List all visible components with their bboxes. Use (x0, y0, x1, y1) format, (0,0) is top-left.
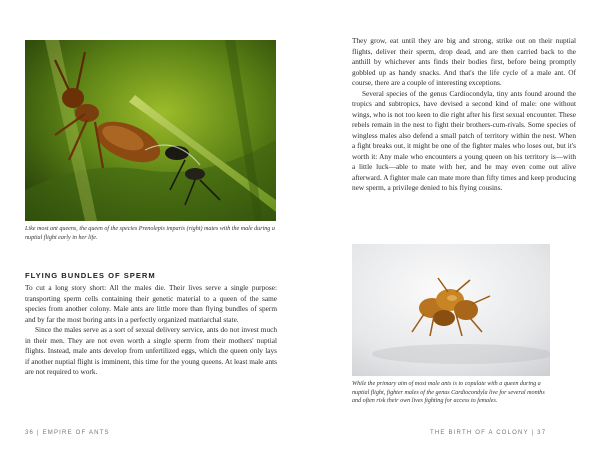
right-body-text (352, 36, 576, 194)
right-paragraph: They grow, eat until they are big and strong, strike out on their nuptial flights, deliver their sperm, drop dead, and are then carried back to the anthill by whichever ants finds their bodies first, before being promptly gobbled up as handy snacks. And that's the life cycle of a male ant. Of course, there are a couple of interesting exceptions. (352, 36, 576, 87)
fighter-male-ant-photo (352, 244, 550, 376)
right-photo-caption: While the primary aim of most male ants is to copulate with a queen during a nuptial flight, fighter males of the genus Cardiocondyla live for several months and often risk their own lives fighting for access to females. (352, 381, 545, 405)
fighter-ant-illustration (352, 244, 550, 376)
left-paragraph: Since the males serve as a sort of sexual delivery service, ants do not invest much in their men. They are not even worth a single sperm from their mothers' nuptial flights. Instead, male ants develop from unfertilized eggs, which the queen only lays if another nuptial flight is imminent, this time for the young queens. At least male ants are not required to work. (25, 325, 277, 376)
section-heading: FLYING BUNDLES OF SPERM (25, 271, 156, 280)
ant-mating-illustration (25, 40, 276, 221)
right-folio: THE BIRTH OF A COLONY | 37 (430, 430, 547, 436)
left-photo-caption: Like most ant queens, the queen of the species Prenolepis imparis (right) mates with the male during a nuptial flight early in her life. (25, 226, 275, 241)
left-body-text (25, 283, 277, 378)
queen-ant-mating-photo (25, 40, 276, 221)
right-paragraph: Several species of the genus Cardiocondyla, tiny ants found around the tropics and subtropics, have devised a second kind of male: one without wings, who is not too keen to die right after his first sexual encounter. These rebels remain in the nest to fight their brothers-cum-rivals. Some species of wingless males also defend a small patch of territory within the nest. When a fight breaks out, it might be one of the fighter males who loses out, but it's worth it: Any male who encounters a young queen on his territory is—with a little luck—able to mate with her, and he may even come out alive afterward. A fighter male can mate more than fifty times and keep producing new sperm, a privilege denied to his flying cousins. (352, 88, 576, 192)
left-paragraph: To cut a long story short: All the males die. Their lives serve a single purpose: transporting sperm cells containing their genetic material to a queen of the same species from another colony. Male ants are little more than flying bundles of sperm and by far the most boring ants in a perfectly organized matriarchal state. (25, 283, 277, 324)
left-folio: 36 | EMPIRE OF ANTS (25, 430, 110, 436)
